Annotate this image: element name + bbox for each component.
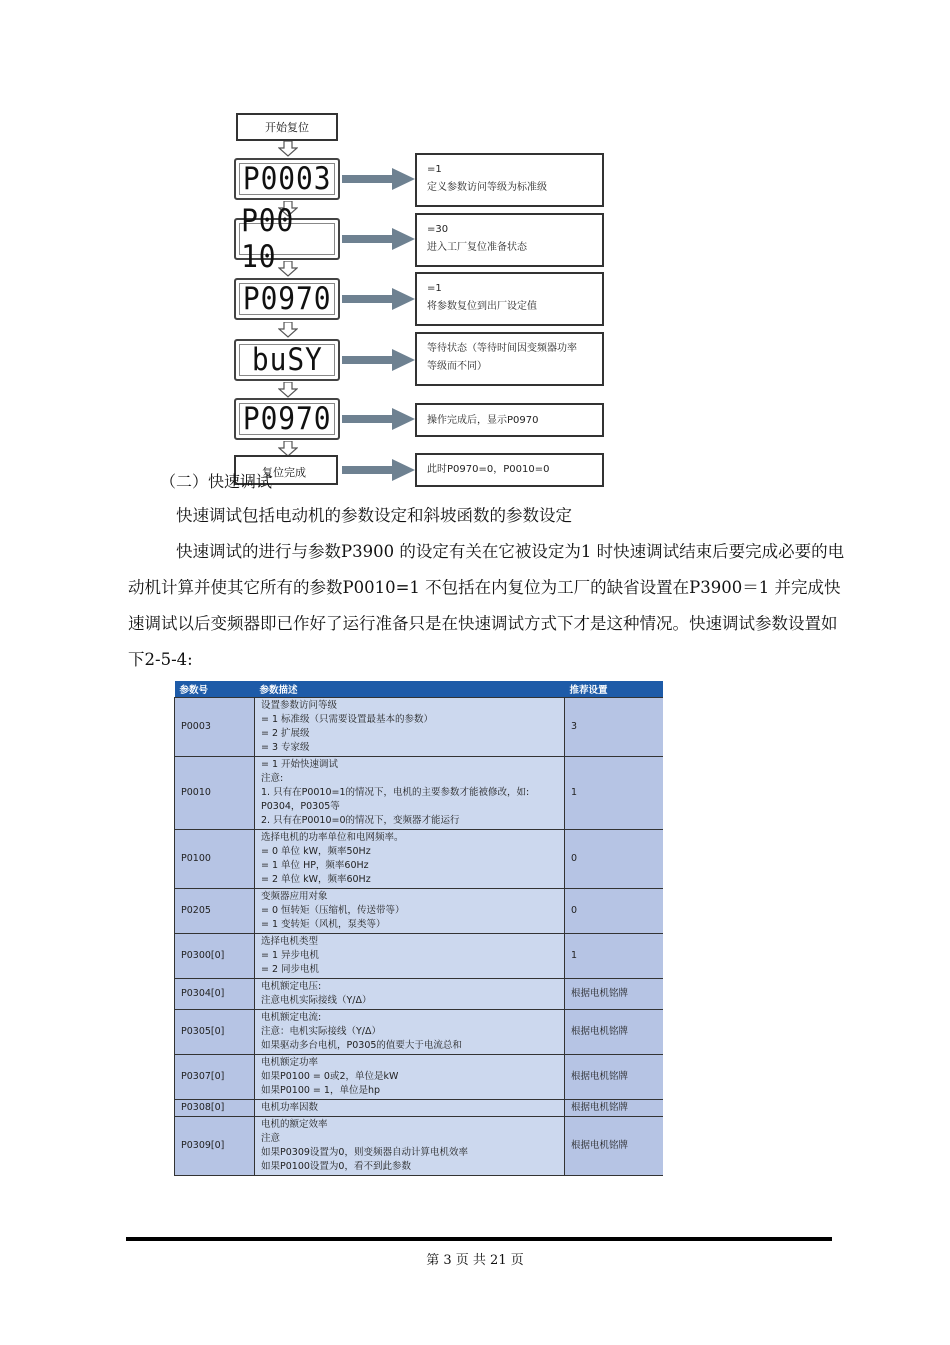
lcd-text: P0003 (242, 161, 332, 197)
table-row (175, 757, 664, 830)
table-row (175, 1117, 664, 1176)
param-cell: P0010 (175, 757, 255, 830)
param-cell: P0003 (175, 698, 255, 757)
table-row (175, 979, 664, 1010)
header-cell: 推荐设置 (565, 681, 664, 698)
recommended-cell: 根据电机铭牌 (565, 979, 664, 1010)
header-cell: 参数号 (175, 681, 255, 698)
note-line: 将参数复位到出厂设定值 (427, 301, 537, 312)
note-line: 进入工厂复位准备状态 (427, 242, 527, 253)
recommended-cell: 0 (565, 889, 664, 934)
desc-line: = 1 异步电机 (261, 950, 320, 961)
right-arrow-icon (342, 168, 416, 190)
desc-line: 1. 只有在P0010=1的情况下，电机的主要参数才能被修改，如: (261, 787, 530, 798)
recommended-cell: 根据电机铭牌 (565, 1117, 664, 1176)
desc-cell (255, 757, 565, 830)
desc-line: = 2 扩展级 (261, 728, 310, 739)
param-cell: P0300[0] (175, 934, 255, 979)
lcd-display (234, 398, 340, 440)
note-box (415, 332, 604, 386)
desc-line: 电机额定功率 (261, 1057, 319, 1068)
lcd-display (234, 339, 340, 381)
desc-line: = 2 单位 kW，频率60Hz (261, 874, 371, 885)
desc-cell (255, 1100, 565, 1117)
desc-line: = 1 标准级（只需要设置最基本的参数） (261, 714, 434, 725)
desc-cell (255, 889, 565, 934)
table-row (175, 934, 664, 979)
right-arrow-icon (342, 349, 416, 371)
param-cell: P0100 (175, 830, 255, 889)
desc-line: 如果P0100 = 1，单位是hp (261, 1085, 381, 1096)
page-number: 第 3 页 共 21 页 (426, 1253, 524, 1268)
recommended-cell: 1 (565, 934, 664, 979)
desc-line: 电机额定电压: (261, 981, 322, 992)
note-box (415, 272, 604, 326)
flow-start-label: 开始复位 (265, 121, 309, 134)
down-arrow-icon (278, 141, 298, 157)
lcd-text: P00 10 (241, 203, 295, 275)
desc-cell (255, 830, 565, 889)
desc-cell (255, 698, 565, 757)
table-row (175, 1010, 664, 1055)
paragraph: 快速调试的进行与参数P3900 的设定有关在它被设定为1 时快速调试结束后要完成必要的电动机计算并使其它所有的参数P0010=1 不包括在内复位为工厂的缺省设置在P3900＝1 并完成快速调试以后变频器即已作好了运行准备只是在快速调试方式下才是这种情况。快速调试参数设置如下2-5-4: (128, 542, 845, 669)
table-row (175, 1100, 664, 1117)
desc-line: 注意 (261, 1133, 281, 1144)
section-heading: （二）快速调试 (160, 472, 273, 491)
desc-line: 电机额定电流: (261, 1012, 322, 1023)
desc-line: = 1 单位 HP，频率60Hz (261, 860, 369, 871)
desc-line: 如果P0100设置为0，看不到此参数 (261, 1161, 411, 1172)
desc-line: 设置参数访问等级 (261, 700, 338, 711)
desc-line: = 2 同步电机 (261, 964, 320, 975)
desc-line: 注意：电机实际接线（Y/Δ） (261, 1026, 382, 1037)
note-line: 等级而不同） (427, 361, 487, 372)
desc-line: 电机的额定效率 (261, 1119, 328, 1130)
note-line: =30 (427, 224, 449, 235)
recommended-cell: 1 (565, 757, 664, 830)
right-arrow-icon (342, 459, 416, 481)
desc-line: 电机功率因数 (261, 1102, 319, 1113)
note-line: =1 (427, 164, 442, 175)
lcd-display (234, 278, 340, 320)
paragraph: 快速调试包括电动机的参数设定和斜坡函数的参数设定 (176, 506, 572, 525)
desc-line: 注意电机实际接线（Y/Δ） (261, 995, 372, 1006)
lcd-text: P0970 (242, 281, 332, 317)
desc-line: = 3 专家级 (261, 742, 310, 753)
table-header-row (175, 681, 664, 698)
desc-cell (255, 934, 565, 979)
flow-end-label: 复位完成 (262, 466, 306, 479)
down-arrow-icon (278, 382, 298, 398)
header-cell: 参数描述 (255, 681, 565, 698)
param-cell: P0307[0] (175, 1055, 255, 1100)
note-box (415, 453, 604, 487)
note-line: 操作完成后，显示P0970 (427, 415, 539, 426)
desc-line: 如果P0309设置为0，则变频器自动计算电机效率 (261, 1147, 468, 1158)
note-line: 等待状态（等待时间因变频器功率 (427, 343, 577, 354)
desc-cell (255, 1010, 565, 1055)
desc-cell (255, 1055, 565, 1100)
recommended-cell: 根据电机铭牌 (565, 1055, 664, 1100)
desc-line: = 1 开始快速调试 (261, 759, 339, 770)
down-arrow-icon (278, 261, 298, 277)
lcd-display (234, 203, 340, 275)
flow-start-box (236, 113, 338, 141)
note-line: 定义参数访问等级为标准级 (427, 182, 547, 193)
right-arrow-icon (342, 288, 416, 310)
param-cell: P0305[0] (175, 1010, 255, 1055)
right-arrow-icon (342, 408, 416, 430)
recommended-cell: 根据电机铭牌 (565, 1010, 664, 1055)
param-cell: P0205 (175, 889, 255, 934)
param-cell: P0304[0] (175, 979, 255, 1010)
recommended-cell: 根据电机铭牌 (565, 1100, 664, 1117)
note-box (415, 213, 604, 267)
desc-line: = 0 单位 kW，频率50Hz (261, 846, 371, 857)
right-arrow-icon (342, 228, 416, 250)
table-row (175, 1055, 664, 1100)
desc-line: 如果驱动多台电机，P0305的值要大于电流总和 (261, 1040, 462, 1051)
desc-line: = 1 变转矩（风机，泵类等） (261, 919, 386, 930)
param-cell: P0309[0] (175, 1117, 255, 1176)
note-box (415, 153, 604, 207)
desc-line: 2. 只有在P0010=0的情况下，变频器才能运行 (261, 815, 460, 826)
parameter-table (174, 681, 663, 1178)
note-line: =1 (427, 283, 442, 294)
table-row (175, 830, 664, 889)
desc-line: 选择电机的功率单位和电网频率。 (261, 832, 404, 843)
param-cell: P0308[0] (175, 1100, 255, 1117)
down-arrow-icon (278, 322, 298, 338)
recommended-cell: 0 (565, 830, 664, 889)
desc-line: 如果P0100 = 0或2，单位是kW (261, 1071, 399, 1082)
desc-cell (255, 979, 565, 1010)
desc-line: P0304，P0305等 (261, 801, 340, 812)
desc-line: 注意: (261, 773, 284, 784)
note-box (415, 403, 604, 437)
note-line: 此时P0970=0，P0010=0 (427, 464, 550, 475)
lcd-display (234, 158, 340, 200)
recommended-cell: 3 (565, 698, 664, 757)
desc-cell (255, 1117, 565, 1176)
lcd-text: P0970 (242, 401, 332, 437)
desc-line: 变频器应用对象 (261, 891, 328, 902)
table-row (175, 698, 664, 757)
table-row (175, 889, 664, 934)
desc-line: = 0 恒转矩（压缩机，传送带等） (261, 905, 405, 916)
desc-line: 选择电机类型 (261, 936, 319, 947)
lcd-text: buSY (251, 342, 323, 378)
footer-rule (126, 1237, 832, 1241)
